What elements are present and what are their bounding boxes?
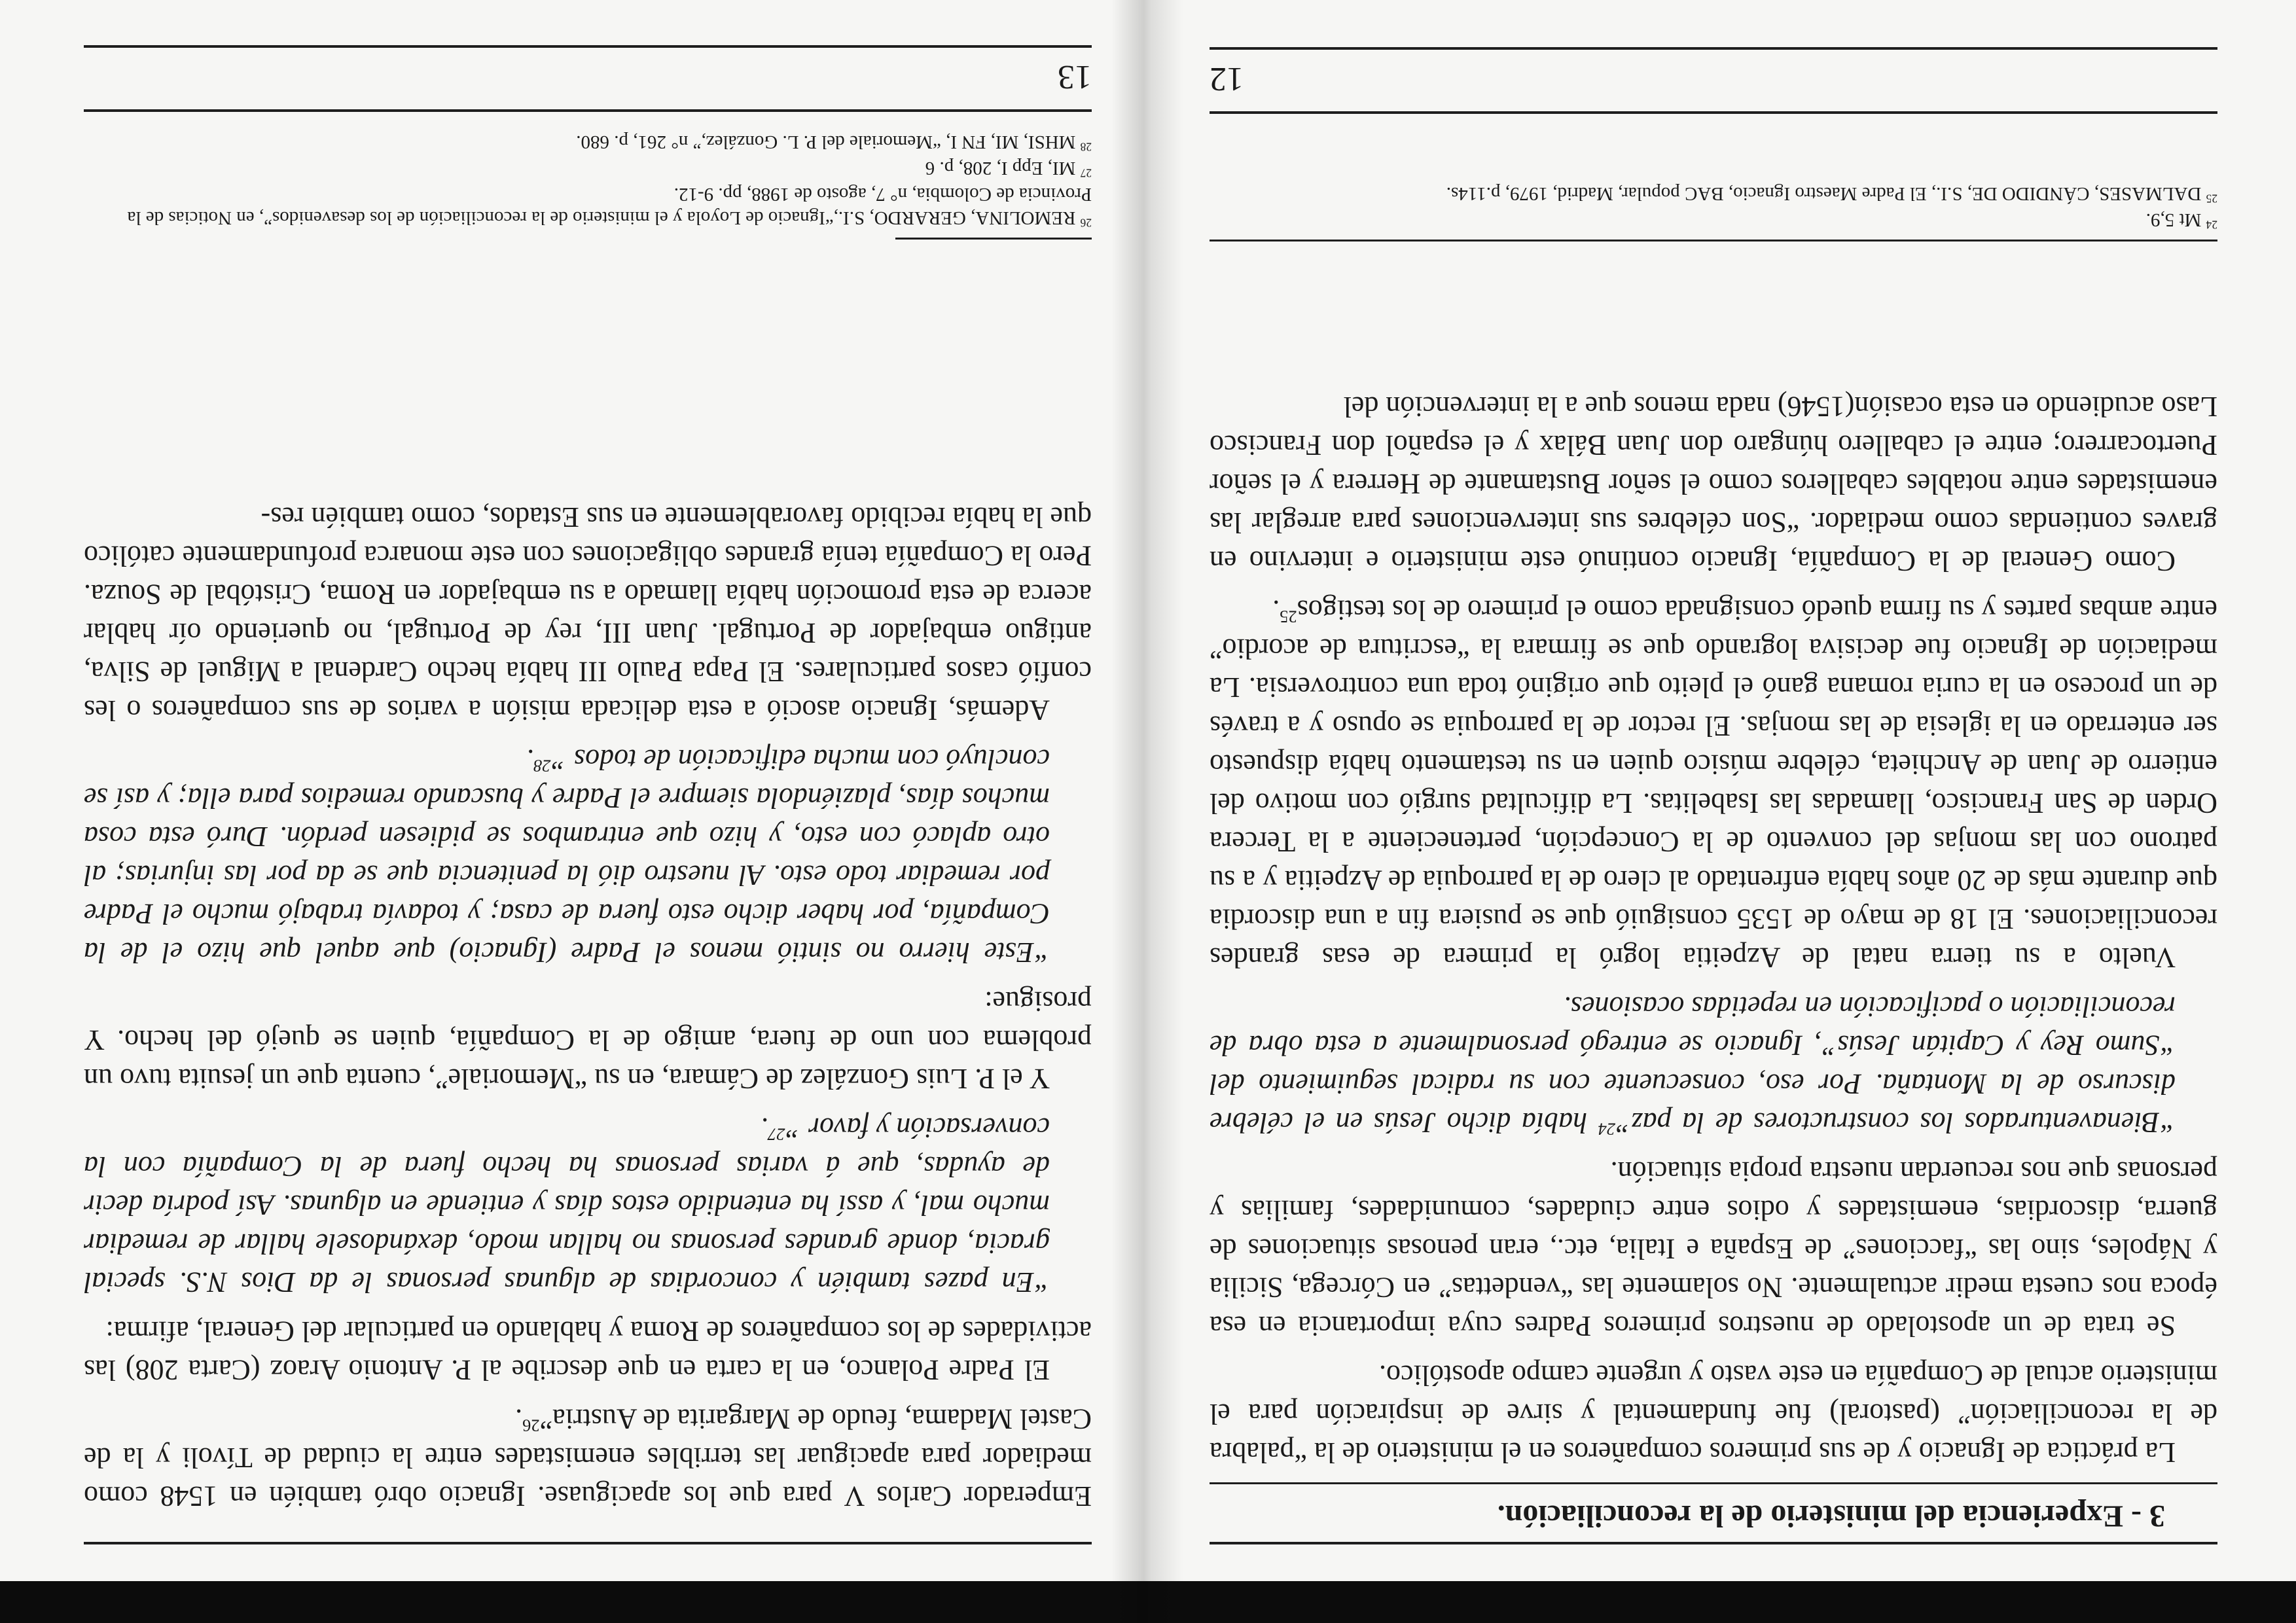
footnote-ref: 28 [533, 756, 551, 776]
body-text-12 [1210, 241, 2217, 1472]
footnote: $^{28}$ MHSI, MI, FN I, “Memoriale del P. L. González,” n° 261, p. 680. [576, 132, 1092, 154]
footnote-ref: 25 [1280, 607, 1297, 627]
footnote-ref: 26 [522, 1416, 540, 1436]
quotation-paragraph: “En pazes también y concordias de algunas personas le da Dios N.S. special gracia, donde grandes personas no hallan modo, dexándosele hallar de remediar mucho mal, y assí ha entendido estos días y entiende en algunas. Así podría decir de ayudas, que á varias personas ha hecho fuera de la Compañía con la conversación y favor ”$^{27}$. [84, 1112, 1050, 1298]
body-paragraph: Se trata de un apostolado de nuestros primeros Padres cuya importancia en esa época nos cuesta medir actualmente. No solamente las “vendettas” en Córcega, Sicilia y Nápoles, sino las “facciones” de España e Italia, etc., eran penosas situaciones de guerra, discordias, enemistades y odios entre ciudades, comunidades, familias y personas que nos recuerdan nuestra propia situación. [1210, 1156, 2217, 1342]
body-paragraph: Además, Ignacio asoció a esta delicada misión a varios de sus compañeros o les confió casos particulares. El Papa Paulo III había hecho Cardenal a Miguel de Silva, antiguo embajador de Portugal. Juan III, rey de Portugal, no queriendo oír hablar acerca de esta promoción había llamado a su embajador en Roma, Cristóbal de Souza. Pero la Compañía tenía grandes obligaciones con este monarca profundamente católico que la había recibido favorablemente en sus Estados, como también res- [84, 501, 1092, 726]
footnote: $^{26}$ REMOLINA, GERARDO, S.I.,“Ignacio de Loyola y el ministerio de la reconciliación de los desavenidos”, en Noticias de la Provincia de Colombia, n° 7, agosto de 1988, pp. 9-12. [127, 184, 1092, 230]
footnote-rule [895, 238, 1092, 240]
footnote-rule [1210, 240, 2217, 241]
footnotes-12 [1210, 114, 2217, 232]
body-paragraph: Y el P. Luis González de Cámara, en su “Memoriale”, cuenta que un jesuita tuvo un problema con uno de fuera, amigo de la Compañía, quien se quejó del hecho. Y prosigue: [84, 986, 1092, 1095]
footnote: $^{25}$ DALMASES, CÁNDIDO DE, S.I., El Padre Maestro Ignacio, BAC popular, Madrid, 1979, p.114s. [1446, 183, 2217, 205]
body-paragraph: Como General de la Compañía, Ignacio continuó este ministerio e intervino en graves contiendas como mediador. “Son célebres sus intervenciones para arreglar las enemistades entre notables caballeros como el señor Bustamante de Herrera y el señor Puertocarrero; entre el caballero húngaro don Juan Bálax y el español don Francisco Laso acudiendo en esta ocasión(1546) nada menos que a la intervención del [1210, 391, 2217, 577]
body-paragraph: El Padre Polanco, en la carta en que describe al P. Antonio Araoz (Carta 208) las actividades de los compañeros de Roma y hablando en particular del General, afirma: [84, 1315, 1092, 1386]
page-13 [84, 26, 1092, 1544]
page-12 [1210, 26, 2217, 1544]
bottom-rule [84, 45, 1092, 48]
body-paragraph: Emperador Carlos V para que los apaciguase. Ignacio obró también en 1548 como mediador para apaciguar las terribles enemistades entre la ciudad de Tívoli y la de Castel Madama, feudo de Margarita de Austria”$^{26}$. [84, 1403, 1092, 1512]
folio-rule [1210, 111, 2217, 114]
quotation-paragraph: “Este hierro no sintió menos el Padre (Ignacio) que aquel que hizo el de la Compañía, por haber dicho esto fuera de casa; y todavía trabajó mucho el Padre por remediar todo esto. Al nuestro dió la penitencia que se da por las injurias; al otro aplacó con esto, y hizo que entrambos se pidiesen perdón. Duró esta cosa muchos días, plaziéndola siempre el Padre y buscando remedios para ella; y así se concluyó con mucha edificación de todos ”$^{28}$. [84, 743, 1050, 969]
top-rule [1210, 1542, 2217, 1544]
folio-rule [84, 109, 1092, 112]
footnote: $^{24}$ Mt 5,9. [2145, 209, 2217, 232]
top-rule [84, 1542, 1092, 1544]
quotation-paragraph: “Bienaventurados los constructores de la paz”$^{24}$ había dicho Jesús en el célebre discurso de la Montaña. Por eso, consecuente con su radical seguimiento del “Sumo Rey y Capitán Jesús”, Ignacio se entregó personalmente a esta obra de reconciliación o pacificación en repetidas ocasiones. [1210, 991, 2176, 1139]
body-paragraph: Vuelto a su tierra natal de Azpeitia logró la primera de esas grandes reconciliaciones. El 18 de mayo de 1535 consiguió que se pusiera fin a una discordia que durante más de 20 años había enfrentado al clero de la parroquia de Azpeitia y a su patrono con las monjas del convento de la Concepción, perteneciente a la Tercera Orden de San Francisco, llamadas las Isabelitas. La dificultad surgió con motivo del entierro de Juan de Anchieta, célebre músico quien en su testamento había dispuesto ser enterrado en la iglesia de las monjas. El rector de la parroquia se opuso y a través de un proceso en la curia romana ganó el pleito que originó toda una controversia. La mediación de Ignacio fue decisiva logrando que se firmara la “escritura de acordio” entre ambas partes y su firma quedó consignada como el primero de los testigos$^{25}$. [1210, 594, 2217, 974]
footnotes-13 [84, 112, 1092, 230]
page-number: 12 [1210, 60, 1244, 98]
bottom-rule [1210, 47, 2217, 50]
body-paragraph: La práctica de Ignacio y de sus primeros compañeros en el ministerio de la “palabra de la reconciliación” (pastoral) fue fundamental y sirve de inspiración para el ministerio actual de Compañía en este vasto y urgente campo apostólico. [1210, 1359, 2217, 1469]
book-gutter [1111, 0, 1183, 1623]
footnote-ref: 24 [1598, 1119, 1616, 1139]
title-rule [1210, 1482, 2217, 1484]
body-text-13 [84, 240, 1092, 1516]
page-number: 13 [1058, 58, 1092, 96]
footnote: $^{27}$ MI, Epp I, 208, p. 6 [925, 158, 1092, 180]
footnote-ref: 27 [768, 1124, 785, 1145]
section-title: 3 - Experiencia del ministerio de la reconciliación. [1497, 1499, 2165, 1533]
